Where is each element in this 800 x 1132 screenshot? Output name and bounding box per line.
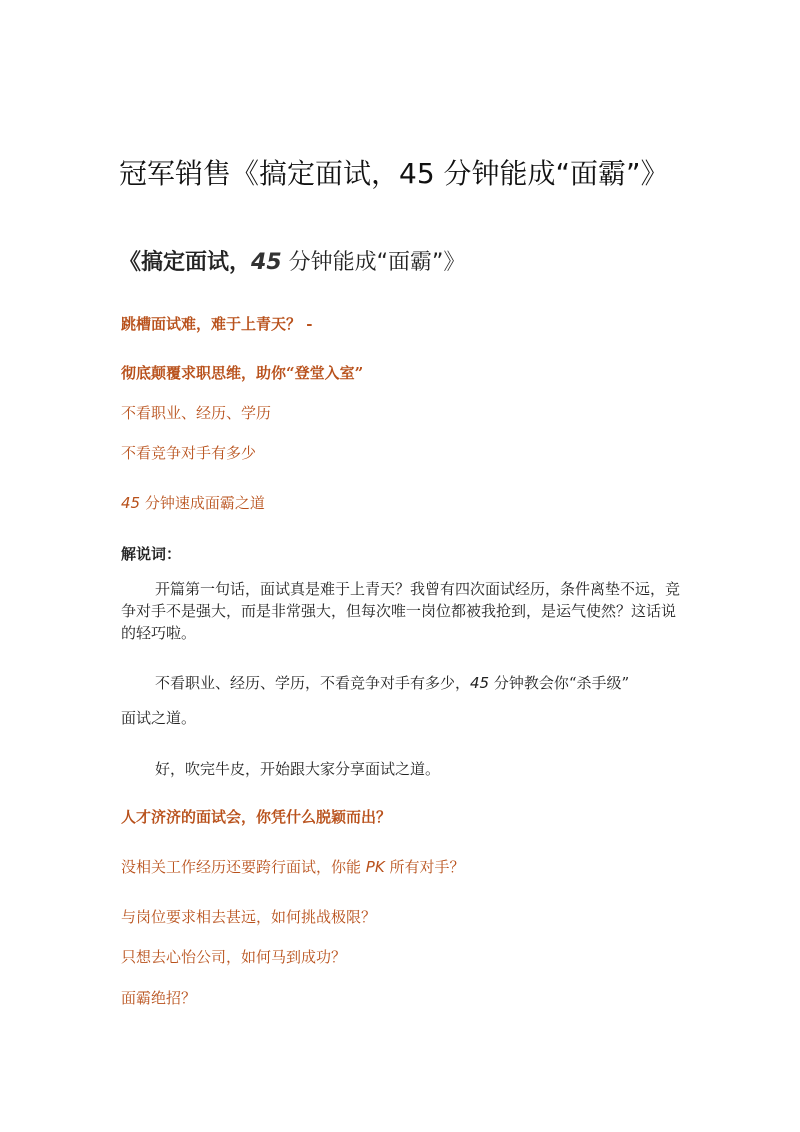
- line-45-number: 45: [121, 494, 141, 512]
- line-cross-industry: [121, 856, 464, 877]
- paragraph-second-number: 45: [470, 674, 490, 692]
- line-cross-b: 所有对手？: [384, 858, 465, 876]
- paragraph-second-line2: 面试之道。: [121, 709, 197, 727]
- line-challenge-limits: 与岗位要求相去甚远，如何挑战极限？: [121, 908, 377, 926]
- line-no-competitors: 不看竞争对手有多少: [121, 444, 257, 462]
- line-dream-company: 只想去心怡公司，如何马到成功？: [121, 948, 347, 966]
- line-mindset: 彻底颠覆求职思维，助你“登堂入室”: [121, 364, 364, 382]
- document-title: 冠军销售《搞定面试，45 分钟能成“面霸”》: [119, 157, 669, 190]
- subtitle-number: 45: [251, 250, 282, 275]
- line-no-profession: 不看职业、经历、学历: [121, 404, 272, 422]
- line-45-minutes: [121, 492, 265, 513]
- paragraph-opening: 开篇第一句话，面试真是难于上青天？我曾有四次面试经历，条件离垫不远，竞争对手不是强大，而是非常强大，但每次唯一岗位都被我抢到，是运气使然？这话说的轻巧啦。: [121, 580, 681, 642]
- line-45-text: 分钟速成面霸之道: [140, 494, 265, 512]
- line-stand-out: 人才济济的面试会，你凭什么脱颖而出？: [121, 808, 392, 826]
- subtitle-part2: 分钟能成“面霸”》: [281, 250, 466, 275]
- subtitle-part1: 《搞定面试，: [119, 250, 252, 275]
- paragraph-second-a: 不看职业、经历、学历，不看竞争对手有多少，: [155, 674, 471, 692]
- line-cross-a: 没相关工作经历还要跨行面试，你能: [121, 858, 366, 876]
- paragraph-second-b: 分钟教会你“杀手级”: [489, 674, 630, 692]
- narration-label: 解说词：: [121, 545, 182, 563]
- paragraph-second-line1: [155, 672, 629, 693]
- paragraph-third: 好，吹完牛皮，开始跟大家分享面试之道。: [155, 760, 441, 778]
- line-interview-difficulty: 跳槽面试难，难于上青天？ -: [121, 315, 313, 333]
- document-subtitle: [119, 245, 465, 276]
- line-cross-pk: PK: [365, 858, 385, 876]
- line-tricks: 面霸绝招？: [121, 989, 197, 1007]
